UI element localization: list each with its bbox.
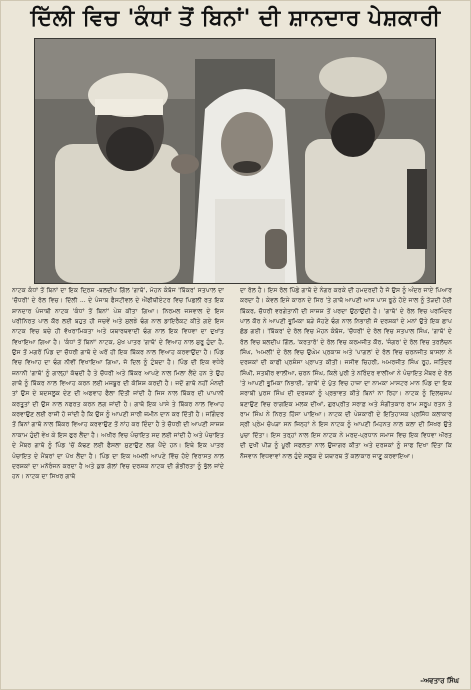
column-right-text: ਦਾ ਰੋਲ ਹੈ। ਇਸ ਰੋਲ ਪਿੱਛੇ ਗਾਥੋ ਦੇ ਨੰਗਰ ਕਰਕੇ ਦੀ ਹਮਦਰਦੀ ਹੈ ਜੋ ਉਸ ਨੂੰ ਅੰਦਰ ਜਾਏ ਪਿਆਰ ਕਰਦਾ ਹੈ। ਕੇਵਲ ਇਸੇ ਕਾਰਨ ਦੇ ਸਿਰ 'ਤੇ ਗਾਥੋ ਆਪਣੀ ਆਸ ਪਾਸ ਝੂਠੇ ਹੋਏ ਜਾਲ ਨੂੰ ਤੋੜਦੀ ਹੋਈ ਬਿੱਕਰ, ਚੌਧਰੀ ਵਰਗੇਤਾਨੀ ਦੀ ਸਾਜ਼ਸ਼ ਤੋਂ ਪਰਦਾ ਉਠਾਉਂਦੀ ਹੈ। 'ਗਾਥੋ' ਦੇ ਰੋਲ ਵਿਚ ਪਰਮਿੰਦਰ ਪਾਲ ਕੌਰ ਨੇ ਆਪਣੀ ਭੂਮਿਕਾ ਬੜੇ ਸੋਹਣੇ ਢੰਗ ਨਾਲ ਨਿਭਾਈ ਜੋ ਦਰਸ਼ਕਾਂ ਦੇ ਮਨਾਂ ਉਤੇ ਇਕ ਛਾਪ ਛੱਡ ਗਈ। 'ਬਿੱਕਰ' ਦੇ ਰੋਲ ਵਿਚ ਮੋਹਨ ਕੰਬੋਜ, 'ਚੌਧਰੀ' ਦੇ ਰੋਲ ਵਿਚ ਸਤਪਾਲ ਸਿੰਘ, 'ਗਾਥੋ' ਦੇ ਰੋਲ ਵਿਚ ਬਲਦੀਪ ਗਿੱਲ, 'ਕਰਤਾਰੋ' ਦੇ ਰੋਲ ਵਿਚ ਕਰਮਜੀਤ ਕੌਰ, 'ਜੰਗਰ' ਦੇ ਰੋਲ ਵਿਚ ਤਰਲੋਚਨ ਸਿੰਘ, 'ਅਮਲੀ' ਦੇ ਰੋਲ ਵਿਚ ਉਘੇਮ ਪ੍ਰਕਾਸ਼ ਅਤੇ 'ਪਾਗਲ' ਦੇ ਰੋਲ ਵਿਚ ਚਰਨਜੀਤ ਬਾਸਲਾ ਨੇ ਦਰਸ਼ਕਾਂ ਦੀ ਕਾਫੀ ਪ੍ਰਸ਼ੰਸਾ ਪ੍ਰਾਪਤ ਕੀਤੀ। ਜਸੀਵ ਚਿਹਰੀ, ਅਮਰਜੀਤ ਸਿੰਘ ਰੂਹ, ਜਤਿੰਦਰ ਸਿੰਘੀ, ਸਤਬੀਰ ਵਾਲੀਆ, ਚਰਨ ਸਿੰਘ, ਕਿਲੇ ਪੁਰੀ ਤੇ ਨਰਿੰਦਰ ਵਾਲੀਆ ਨੇ ਪੰਚਾਇਤ ਮੈਂਬਰ ਦੇ ਰੋਲ 'ਤੇ ਆਪਣੀ ਭੂਮਿਕਾ ਨਿਭਾਈ, 'ਗਾਥੋ' ਦੇ ਪੁੱਤ ਵਿਚ ਹਾਜ਼ਾ ਦਾ ਨਾਮਕਾ ਮਾਸਟਰ ਮਾਨ ਪਿੰਡ ਦਾ ਇਕ ਸ਼ਰਾਬੀ ਪੁਰਸ ਸਿੰਘ ਦੀ ਦਰਸ਼ਕਾਂ ਨੂੰ ਪ੍ਰਭਾਵਤ ਕੀਤੇ ਬਿਨਾਂ ਨਾ ਰਿਹਾ। ਨਾਟਕ ਨੂੰ ਦਿਲਚਸਪ ਬਣਾਉਣ ਵਿਚ ਰਾਗਇਕ ਮਲਕ ਦੀਆਂ, ਗੁਰਪ੍ਰੀਤ ਸਰਾਫ਼ ਅਤੇ ਸੰਗੀਤਕਾਰ ਰਾਮ ਸਰੂਪ ਰਤਨ ਤੇ ਰਾਮ ਸਿੰਘ ਨੇ ਨਿਰਤ ਹਿੱਸਾ ਪਾਇਆ। ਨਾਟਕ ਦੀ ਪੇਸ਼ਕਾਰੀ ਦੇ ਇਤਿਹਾਸਕ ਪ੍ਰਸਿੱਧ ਕਲਾਕਾਰ ਸ੍ਰੀ ਪ੍ਰੇਮ ਚੋਪੜਾ ਸਨ ਜਿਨ੍ਹਾਂ ਨੇ ਇਸ ਨਾਟਕ ਨੂੰ ਆਪਣੀ ਮਿਹਨਤ ਨਾਲ ਕਲਾ ਦੀ ਸਿਖਰ ਉਤੇ ਪੁਚਾ ਦਿੱਤਾ। ਇਸ ਤਰ੍ਹਾਂ ਨਾਲ ਇਸ ਨਾਟਕ ਨੇ ਮਰਦ-ਪ੍ਰਧਾਨ ਸਮਾਜ ਵਿਚ ਇਕ ਵਿਧਵਾ ਔਰਤ ਦੀ ਦੁਖੀ ਪੀੜ ਨੂੰ ਪੂਰੀ ਸਫਲਤਾ ਨਾਲ ਉਜਾਗਰ ਕੀਤਾ ਅਤੇ ਦਰਸ਼ਕਾਂ ਨੂੰ ਸਾਫ ਦਿਖਾ ਦਿੱਤਾ ਕਿ ਨੌਜਵਾਨ ਵਿਧਵਾਵਾਂ ਨਾਲ ਹੁੰਦੇ ਸਲੂਕ ਦੇ ਯਥਾਰਥ ਤੋਂ ਕਲਾਕਾਰ ਜਾਣੂ ਕਰਵਾਇਆ।	[240, 287, 452, 460]
photo-illustration	[35, 39, 435, 283]
article-column-left	[12, 286, 224, 686]
column-left-text: ਨਾਟਕ ਕੰਧਾਂ ਤੋਂ ਬਿਨਾਂ ਦਾ ਇਕ ਦ੍ਰਿਸ਼ -ਬਲਦੀਪ ਗਿੱਲ 'ਗਾਥੋ', ਮੋਹਨ ਕੰਬੋਜ 'ਬਿੱਕਰ' ਸਤਪਾਲ ਦਾ 'ਚੌਧਰੀ' ਦੇ ਰੋਲ ਵਿਚ। ਦਿੱਲੀ ... ਦੇ ਪੰਜਾਬ ਫੈਸਟੀਵਲ ਦੇ ਐਂਫੀਥੀਏਟਰ ਵਿਚ ਪਿਛਲੀ ਰਤ ਇਕ ਸ਼ਾਨਦਾਰ ਪੰਜਾਬੀ ਨਾਟਕ 'ਕੰਧਾਂ ਤੋਂ ਬਿਨਾਂ' ਪੇਸ਼ ਕੀਤਾ ਗਿਆ। ਨਿਰਮਲ ਜਸਵਾਲ ਦੇ ਇਸ ਪਰੀਨਿਰਤ ਪਾਲ ਕੌਰ ਲਈ ਬਹੁਤ ਹੀ ਜਚਵੇਂ ਅਤੇ ਸੁਲਝੇ ਢੰਗ ਨਾਲ ਡਾਇਰੈਕਟ ਕੀਤੇ ਗਏ ਇਸ ਨਾਟਕ ਵਿਚ ਬਚੇ ਹੀ ਵੱਖਰਾਮਿਕਤਾ ਅਤੇ ਯਥਾਰਥਵਾਦੀ ਢੰਗ ਨਾਲ ਇਕ ਵਿਧਵਾ ਦਾ ਦੁਖਾਂਤ ਵਿਖਾਇਆ ਗਿਆ ਹੈ। 'ਕੰਧਾਂ ਤੋਂ ਬਿਨਾਂ' ਨਾਟਕ, ਮੁੱਖ ਪਾਤਰ 'ਗਾਥੋ' ਦੇ ਵਿਆਹ ਨਾਲ ਸ਼ੁਰੂ ਹੁੰਦਾ ਹੈ, ਉਸ ਤੋਂ ਮਗਰੋਂ ਪਿੰਡ ਦਾ ਚੌਧਰੀ ਗਾਥੋ ਦੇ ਘਰੋਂ ਹੀ ਇਕ ਬਿੱਕਰ ਨਾਲ ਵਿਆਹ ਕਰਵਾਉਂਦਾ ਹੈ। ਪਿੰਡ ਵਿਚ ਵਿਆਹ ਦਾ ਢੰਗ ਨੀਵੀਂ ਵਿਖਾਇਆ ਗਿਆ, ਜੋ ਦਿਲ ਨੂੰ ਟੁੰਬਦਾ ਹੈ। ਪਿੰਡ ਦੀ ਇਕ ਵਧੇਰੇ ਜ਼ਨਾਨੀ 'ਗਾਥੋ' ਨੂੰ ਗਾਲ੍ਹਾਂ ਕੱਢਦੀ ਹੈ ਤੇ ਚੌਧਰੀ ਅਤੇ ਬਿੱਕਰ ਆਪਣੇ ਨਾਲ ਮਿਲਾ ਲੈਂਦੇ ਹਨ ਤੇ ਉਹ ਗਾਥੋ ਨੂੰ ਬਿੱਕਰ ਨਾਲ ਵਿਆਹ ਕਰਨ ਲਈ ਮਜਬੂਰ ਦੀ ਕੋਸ਼ਿਸ਼ ਕਰਦੀ ਹੈ। ਜਦੋਂ ਗਾਥੋ ਨਹੀਂ ਮੰਨਦੀ ਤਾਂ ਉਸ ਦੇ ਬਦਸਲੂਕ ਦੇਣ ਦੀ ਅਫਵਾਹ ਫੈਲਾ ਦਿੱਤੀ ਜਾਂਦੀ ਹੈ ਜਿਸ ਨਾਲ ਬਿੱਕਰ ਦੀ ਪਾਪਾਨੀ ਕਰਤੂਤਾਂ ਦੀ ਉਸ ਨਾਲ ਨਫਰਤ ਕਰਨ ਲਗ ਜਾਂਦੀ ਹੈ। ਗਾਥੋ ਇਕ ਪਾਸੇ ਤੇ ਬਿੱਕਰ ਨਾਲ ਵਿਆਹ ਕਰਵਾਉਣ ਲਈ ਰਾਜ਼ੀ ਹੋ ਜਾਂਦੀ ਹੈ ਕਿ ਉਸ ਨੂੰ ਆਪਣੀ ਸਾਰੀ ਜ਼ਮੀਨ ਦਾਨ ਕਰ ਦਿੱਤੀ ਹੈ। ਜਗਿੰਦਰ ਤੋਂ ਬਿਨਾਂ ਗਾਥੋ ਨਾਲ ਬਿੱਕਰ ਵਿਆਹ ਕਰਵਾਉਣ ਤੋਂ ਨਾਂਹ ਕਰ ਦਿੰਦਾ ਹੈ ਤੇ ਚੌਧਰੀ ਦੀ ਆਪਣੀ ਸਾਜ਼ਸ਼ ਨਾਕਾਮ ਹੁੰਦੀ ਵੇਖ ਕੇ ਇਸ ਫੁਰ ਲੈਂਦਾ ਹੈ। ਅਖੀਰ ਵਿਚ ਪੰਚਾਇਤ ਸਦ ਲਈ ਜਾਂਦੀ ਹੈ ਅਤੇ ਪੰਚਾਇਤ ਦੇ ਮੈਂਬਰ ਗਾਥੋ ਨੂੰ ਪਿੰਡ 'ਚੋਂ ਕੱਢਣ ਲਈ ਫੈਸਲਾ ਸੁਣਾਉਣ ਲਗ ਪੈਂਦੇ ਹਨ। ਇਥੇ ਇਕ ਪਾਤਰ ਪੰਚਾਇਤ ਦੇ ਮੈਂਬਰਾਂ ਦਾ ਪੱਖ ਲੈਂਦਾ ਹੈ। ਪਿੰਡ ਦਾ ਇਕ ਅਮਲੀ ਆਪਣੇ ਵਿੱਚ ਹੋਏ ਵਿਰਾਸਤ ਨਾਲ ਦਰਸ਼ਕਾਂ ਦਾ ਮਨੋਰੰਜਨ ਕਰਦਾ ਹੈ ਅਤੇ ਕੁਝ ਗੱਲਾਂ ਵਿਚ ਦਰਸ਼ਕ ਨਾਟਕ ਦੀ ਗੰਭੀਰਤਾ ਨੂੰ ਭੁੱਲ ਜਾਂਦੇ ਹਨ। ਨਾਟਕ ਦਾ ਸਿਖਰ ਗਾਥੋ	[12, 287, 224, 481]
headline: ਦਿੱਲੀ ਵਿਚ 'ਕੰਧਾਂ ਤੋਂ ਬਿਨਾਂ' ਦੀ ਸ਼ਾਨਦਾਰ ਪੇਸ਼ਕਾਰੀ	[30, 5, 441, 31]
article-column-right	[240, 286, 452, 686]
byline: -ਅਵਤਾਰ ਸਿੰਘ	[420, 677, 459, 685]
center-actor-figure	[193, 89, 297, 283]
article-photo	[34, 38, 436, 284]
article-body	[12, 286, 459, 686]
